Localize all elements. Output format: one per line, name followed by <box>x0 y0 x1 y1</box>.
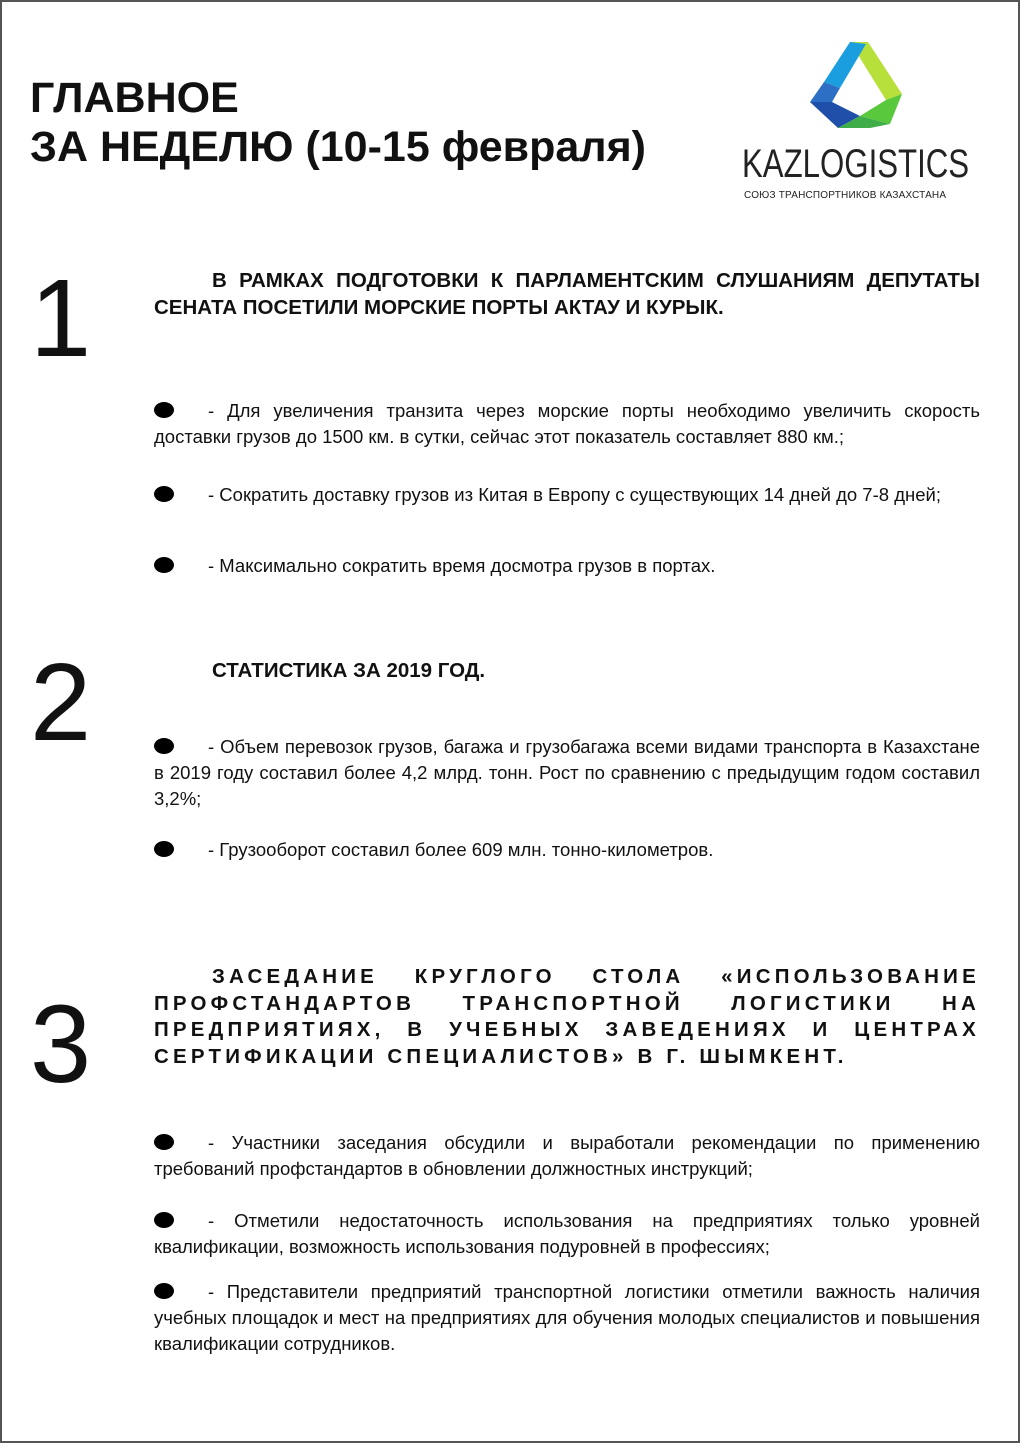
bullet-icon <box>154 557 174 573</box>
bullet-icon <box>154 1134 174 1150</box>
list-item <box>154 553 980 579</box>
bullet-icon <box>154 1283 174 1299</box>
bullet-icon <box>154 1212 174 1228</box>
list-item-text: - Сократить доставку грузов из Китая в Европу с существующих 14 дней до 7-8 дней; <box>208 484 941 505</box>
triangle-logo-icon <box>810 42 902 128</box>
page-title <box>30 74 646 173</box>
section-number: 1 <box>30 257 92 380</box>
list-item <box>154 1208 980 1260</box>
list-item-text: - Грузооборот составил более 609 млн. тонно-километров. <box>208 839 714 860</box>
list-item <box>154 398 980 450</box>
list-item-text: - Объем перевозок грузов, багажа и грузобагажа всеми видами транспорта в Казахстане в 2019 году составил более 4,2 млрд. тонн. Рост по сравнению с предыдущим годом составил 3,2%; <box>154 736 980 809</box>
section-number: 3 <box>30 983 92 1106</box>
list-item <box>154 1279 980 1357</box>
list-item-text: - Отметили недостаточность использования на предприятиях только уровней квалификации, возможность использования подуровней в профессиях; <box>154 1210 980 1257</box>
list-item <box>154 1130 980 1182</box>
section-title: ЗАСЕДАНИЕ КРУГЛОГО СТОЛА «ИСПОЛЬЗОВАНИЕ ПРОФСТАНДАРТОВ ТРАНСПОРТНОЙ ЛОГИСТИКИ НА ПРЕДПРИЯТИЯХ, В УЧЕБНЫХ ЗАВЕДЕНИЯХ И ЦЕНТРАХ СЕРТИФИКАЦИИ СПЕЦИАЛИСТОВ» В Г. ШЫМКЕНТ. <box>154 965 980 1068</box>
bullet-icon <box>154 486 174 502</box>
list-item-text: - Участники заседания обсудили и выработали рекомендации по применению требований профстандартов в обновлении должностных инструкций; <box>154 1132 980 1179</box>
list-item <box>154 734 980 812</box>
title-line-2: ЗА НЕДЕЛЮ (10-15 февраля) <box>30 123 647 172</box>
list-item-text: - Представители предприятий транспортной логистики отметили важность наличия учебных площадок и мест на предприятиях для обучения молодых специалистов и повышения квалификации сотрудников. <box>154 1281 980 1354</box>
section-title: В РАМКАХ ПОДГОТОВКИ К ПАРЛАМЕНТСКИМ СЛУШАНИЯМ ДЕПУТАТЫ СЕНАТА ПОСЕТИЛИ МОРСКИЕ ПОРТЫ АКТАУ И КУРЫК. <box>154 269 980 319</box>
logo-subtitle: СОЮЗ ТРАНСПОРТНИКОВ КАЗАХСТАНА <box>744 190 947 201</box>
kazlogistics-logo <box>742 42 972 212</box>
list-item-text: - Для увеличения транзита через морские порты необходимо увеличить скорость доставки грузов до 1500 км. в сутки, сейчас этот показатель составляет 880 км.; <box>154 400 980 447</box>
bullet-icon <box>154 841 174 857</box>
bullet-icon <box>154 738 174 754</box>
list-item-text: - Максимально сократить время досмотра грузов в портах. <box>208 555 716 576</box>
section-title: СТАТИСТИКА ЗА 2019 ГОД. <box>212 659 486 682</box>
list-item <box>154 482 980 508</box>
title-line-1: ГЛАВНОЕ <box>30 74 239 122</box>
section-number: 2 <box>30 641 92 764</box>
list-item <box>154 837 980 863</box>
bullet-icon <box>154 402 174 418</box>
logo-wordmark: KAZLOGISTICS <box>742 142 970 186</box>
